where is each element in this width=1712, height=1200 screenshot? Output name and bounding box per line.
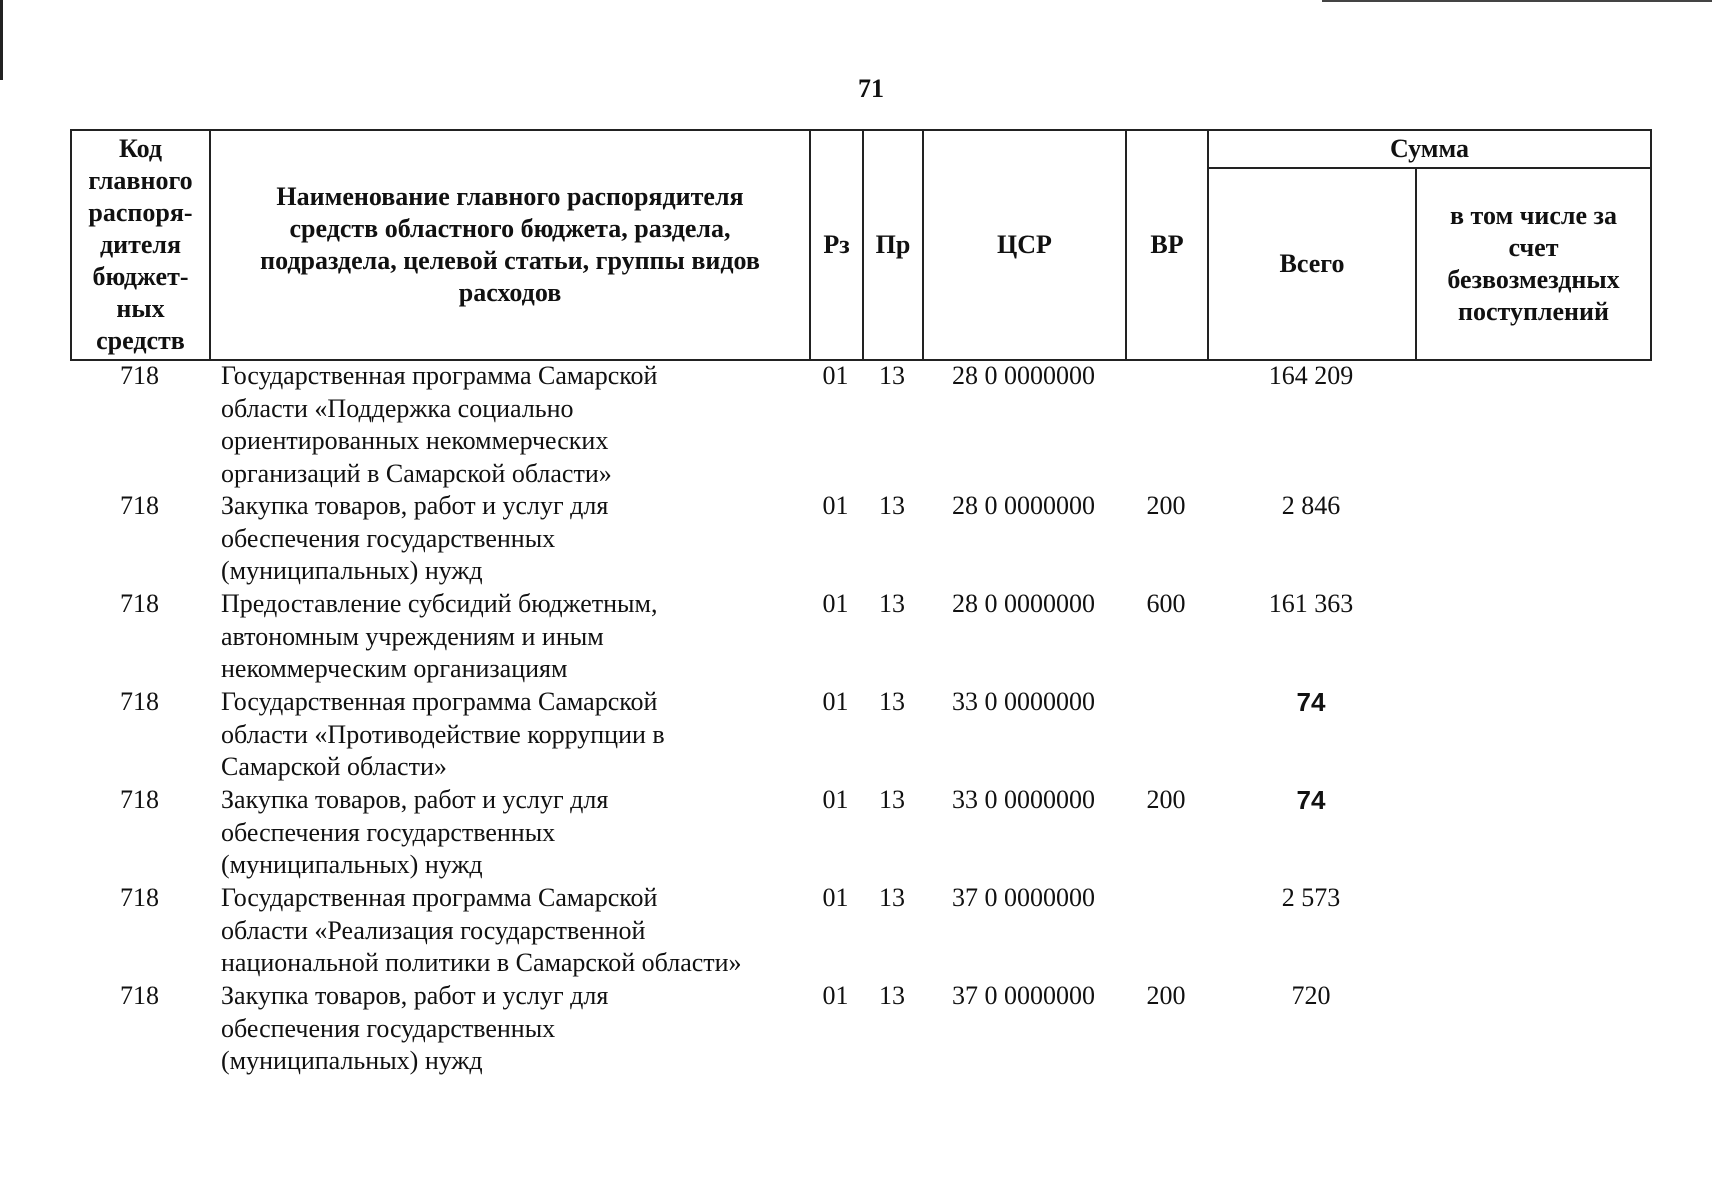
cell-name: Государственная программа Самарской области «Противодействие коррупции в Самарской области» [221, 687, 665, 781]
scan-edge-top [1322, 0, 1712, 2]
cell-pr: 13 [879, 361, 905, 390]
cell-pr: 13 [879, 589, 905, 618]
cell-csr: 28 0 0000000 [952, 589, 1095, 618]
cell-pr: 13 [879, 883, 905, 912]
cell-vr [1125, 360, 1207, 490]
cell-vr [1125, 882, 1207, 980]
cell-free [1415, 360, 1650, 490]
cell-code: 718 [120, 785, 159, 814]
table-body [70, 360, 1650, 1078]
page-number: 71 [858, 74, 884, 103]
header-free: в том числе за счет безвозмездных поступлений [1416, 168, 1651, 360]
cell-rz: 01 [822, 883, 849, 912]
cell-total: 720 [1291, 981, 1331, 1010]
cell-free [1415, 784, 1650, 882]
cell-rz: 01 [822, 491, 849, 520]
cell-free [1415, 490, 1650, 588]
cell-name: Государственная программа Самарской области «Реализация государственной национальной политики в Самарской области» [221, 883, 742, 977]
table-row [70, 360, 1650, 490]
cell-name: Государственная программа Самарской области «Поддержка социально ориентированных некоммерческих организаций в Самарской области» [221, 361, 658, 488]
cell-vr: 200 [1146, 491, 1186, 520]
header-csr: ЦСР [923, 130, 1126, 360]
cell-total: 2 846 [1281, 491, 1341, 520]
header-summa: Сумма [1208, 130, 1651, 168]
cell-rz: 01 [822, 589, 849, 618]
cell-pr: 13 [879, 981, 905, 1010]
header-pr: Пр [863, 130, 923, 360]
cell-total: 161 363 [1268, 589, 1354, 618]
cell-name: Закупка товаров, работ и услуг для обеспечения государственных (муниципальных) нужд [221, 491, 609, 585]
table-row [70, 588, 1650, 686]
cell-name: Закупка товаров, работ и услуг для обеспечения государственных (муниципальных) нужд [221, 785, 609, 879]
cell-rz: 01 [822, 361, 849, 390]
cell-name: Закупка товаров, работ и услуг для обеспечения государственных (муниципальных) нужд [221, 981, 609, 1075]
cell-code: 718 [120, 361, 159, 390]
cell-csr: 28 0 0000000 [952, 361, 1095, 390]
scan-edge-left [0, 0, 3, 80]
cell-total: 74 [1296, 785, 1326, 815]
cell-total: 74 [1296, 687, 1326, 717]
cell-total: 164 209 [1268, 361, 1354, 390]
cell-csr: 37 0 0000000 [952, 981, 1095, 1010]
cell-vr: 200 [1146, 981, 1186, 1010]
cell-code: 718 [120, 687, 159, 716]
table-row [70, 490, 1650, 588]
cell-free [1415, 588, 1650, 686]
cell-vr: 200 [1146, 785, 1186, 814]
table-row [70, 686, 1650, 784]
cell-code: 718 [120, 491, 159, 520]
cell-code: 718 [120, 981, 159, 1010]
cell-rz: 01 [822, 687, 849, 716]
table-row [70, 784, 1650, 882]
cell-total: 2 573 [1281, 883, 1341, 912]
cell-csr: 37 0 0000000 [952, 883, 1095, 912]
cell-free [1415, 980, 1650, 1078]
header-name: Наименование главного распорядителя средств областного бюджета, раздела, подраздела, целевой статьи, группы видов расходов [210, 130, 810, 360]
cell-free [1415, 882, 1650, 980]
cell-free [1415, 686, 1650, 784]
header-rz: Рз [810, 130, 863, 360]
cell-vr: 600 [1146, 589, 1186, 618]
cell-code: 718 [120, 589, 159, 618]
cell-name: Предоставление субсидий бюджетным, автономным учреждениям и иным некоммерческим организациям [221, 589, 658, 683]
cell-csr: 33 0 0000000 [952, 687, 1095, 716]
cell-pr: 13 [879, 687, 905, 716]
header-code: Код главного распоря-дителя бюджет-ных средств [71, 130, 210, 360]
cell-csr: 28 0 0000000 [952, 491, 1095, 520]
cell-rz: 01 [822, 981, 849, 1010]
cell-rz: 01 [822, 785, 849, 814]
table-row [70, 882, 1650, 980]
table-header [70, 129, 1652, 361]
cell-pr: 13 [879, 491, 905, 520]
header-vr: ВР [1126, 130, 1208, 360]
table-row [70, 980, 1650, 1078]
cell-vr [1125, 686, 1207, 784]
cell-csr: 33 0 0000000 [952, 785, 1095, 814]
cell-pr: 13 [879, 785, 905, 814]
header-total: Всего [1208, 168, 1416, 360]
cell-code: 718 [120, 883, 159, 912]
